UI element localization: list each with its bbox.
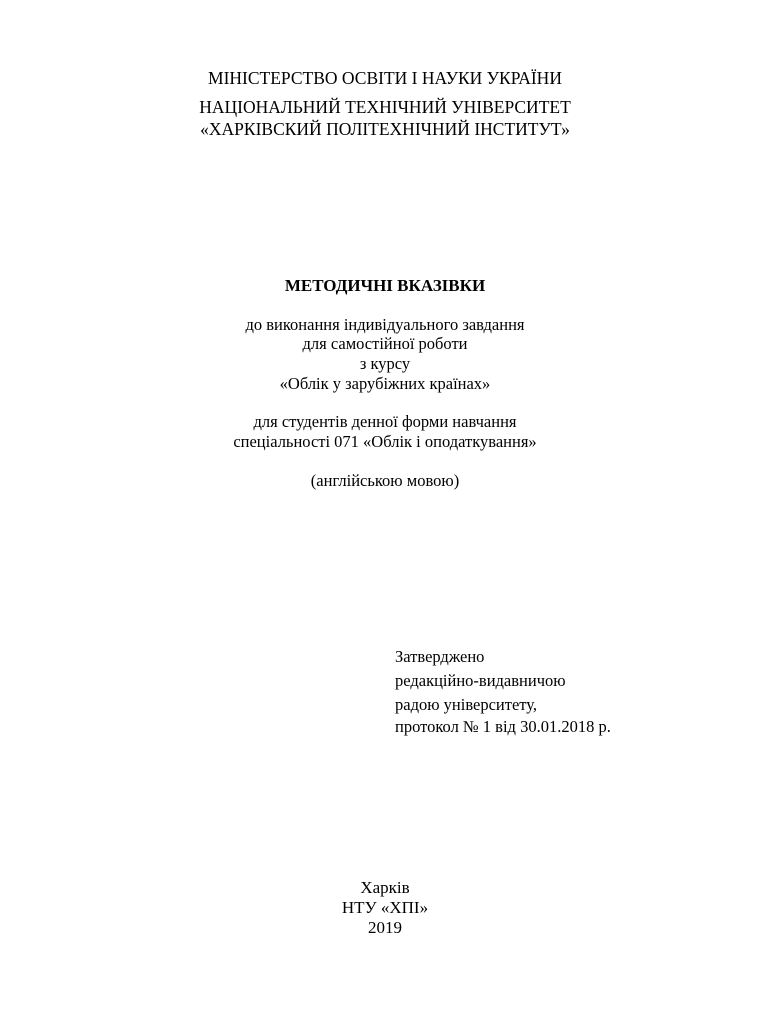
approval-line: Затверджено	[395, 647, 485, 666]
purpose-line: для самостійної роботи	[302, 334, 468, 353]
approval-protocol: протокол № 1 від 30.01.2018 р.	[395, 717, 611, 736]
university-heading: НАЦІОНАЛЬНИЙ ТЕХНІЧНИЙ УНІВЕРСИТЕТ	[199, 97, 571, 117]
approval-line: радою університету,	[395, 695, 538, 714]
imprint-city: Харків	[360, 878, 410, 897]
purpose-line: з курсу	[359, 354, 411, 373]
course-name: «Облік у зарубіжних країнах»	[279, 374, 491, 393]
specialty-line: спеціальності 071 «Облік і оподаткування»	[233, 432, 537, 451]
document-title: МЕТОДИЧНІ ВКАЗІВКИ	[284, 276, 486, 295]
institute-heading: «ХАРКІВСКИЙ ПОЛІТЕХНІЧНИЙ ІНСТИТУТ»	[200, 119, 570, 139]
purpose-line: до виконання індивідуального завдання	[245, 315, 525, 334]
audience-line: для студентів денної форми навчання	[253, 412, 517, 431]
language-note: (англійською мовою)	[310, 471, 460, 490]
approval-line: редакційно-видавничою	[395, 671, 566, 690]
ministry-heading: МІНІСТЕРСТВО ОСВІТИ І НАУКИ УКРАЇНИ	[208, 68, 562, 88]
imprint-year: 2019	[368, 918, 402, 937]
imprint-publisher: НТУ «ХПІ»	[341, 898, 429, 917]
